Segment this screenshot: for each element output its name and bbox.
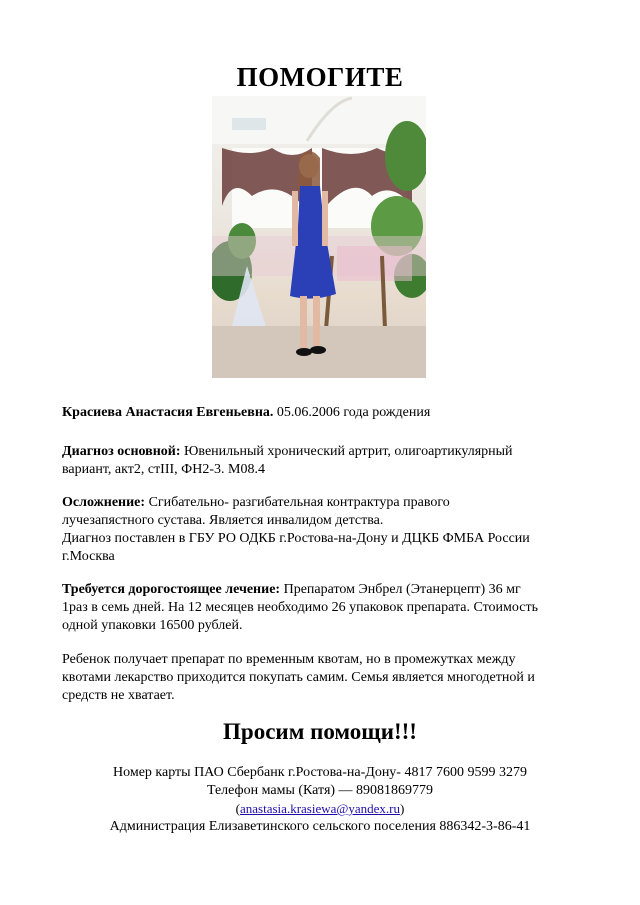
contacts-block — [0, 764, 640, 836]
email-link[interactable]: anastasia.krasiewa@yandex.ru — [240, 801, 400, 816]
treatment-block — [62, 581, 538, 635]
girl-photo — [212, 96, 426, 378]
complication-label: Осложнение: — [62, 495, 146, 510]
diagnosis-label: Диагноз основной: — [62, 444, 181, 459]
page-title: ПОМОГИТЕ — [236, 62, 404, 92]
administration-phone: Администрация Елизаветинского сельского поселения 886342-3-86-41 — [109, 819, 531, 834]
diagnosis-block — [62, 443, 513, 479]
email-close-paren: ) — [399, 801, 405, 816]
mother-phone: Телефон мамы (Катя) — 89081869779 — [206, 783, 434, 798]
person-name: Красиева Анастасия Евгеньевна. — [62, 405, 274, 420]
photo-illustration — [212, 96, 426, 378]
treatment-label: Требуется дорогостоящее лечение: — [62, 582, 281, 597]
diagnosis-text-2: вариант, акт2, стIII, ФН2-3. М08.4 — [62, 462, 265, 477]
person-line — [62, 404, 430, 422]
diagnosis-text: Ювенильный хронический артрит, олигоартикулярный — [180, 444, 513, 459]
complication-text: Сгибательно- разгибательная контрактура правого — [145, 495, 450, 510]
note-block — [62, 651, 535, 705]
complication-line-3: Диагноз поставлен в ГБУ РО ОДКБ г.Ростова-на-Дону и ДЦКБ ФМБА России — [62, 531, 530, 546]
treatment-text: Препаратом Энбрел (Этанерцепт) 36 мг — [280, 582, 521, 597]
complication-line-2: лучезапястного сустава. Является инвалидом детства. — [62, 513, 384, 528]
note-line-2: квотами лекарство приходится покупать самим. Семья является многодетной и — [62, 670, 535, 685]
birth-date: 05.06.2006 года рождения — [273, 405, 431, 420]
note-line-3: средств не хватает. — [62, 688, 175, 703]
treatment-line-2: 1раз в семь дней. На 12 месяцев необходимо 26 упаковок препарата. Стоимость — [62, 600, 538, 615]
email-line — [0, 800, 640, 818]
complication-line-4: г.Москва — [62, 549, 115, 564]
email-open-paren: ( — [235, 801, 241, 816]
treatment-line-3: одной упаковки 16500 рублей. — [62, 618, 243, 633]
card-number: Номер карты ПАО Сбербанк г.Ростова-на-Дону- 4817 7600 9599 3279 — [113, 765, 527, 780]
complication-block — [62, 494, 530, 566]
appeal-heading: Просим помощи!!! — [223, 719, 417, 744]
note-line-1: Ребенок получает препарат по временным квотам, но в промежутках между — [62, 652, 516, 667]
